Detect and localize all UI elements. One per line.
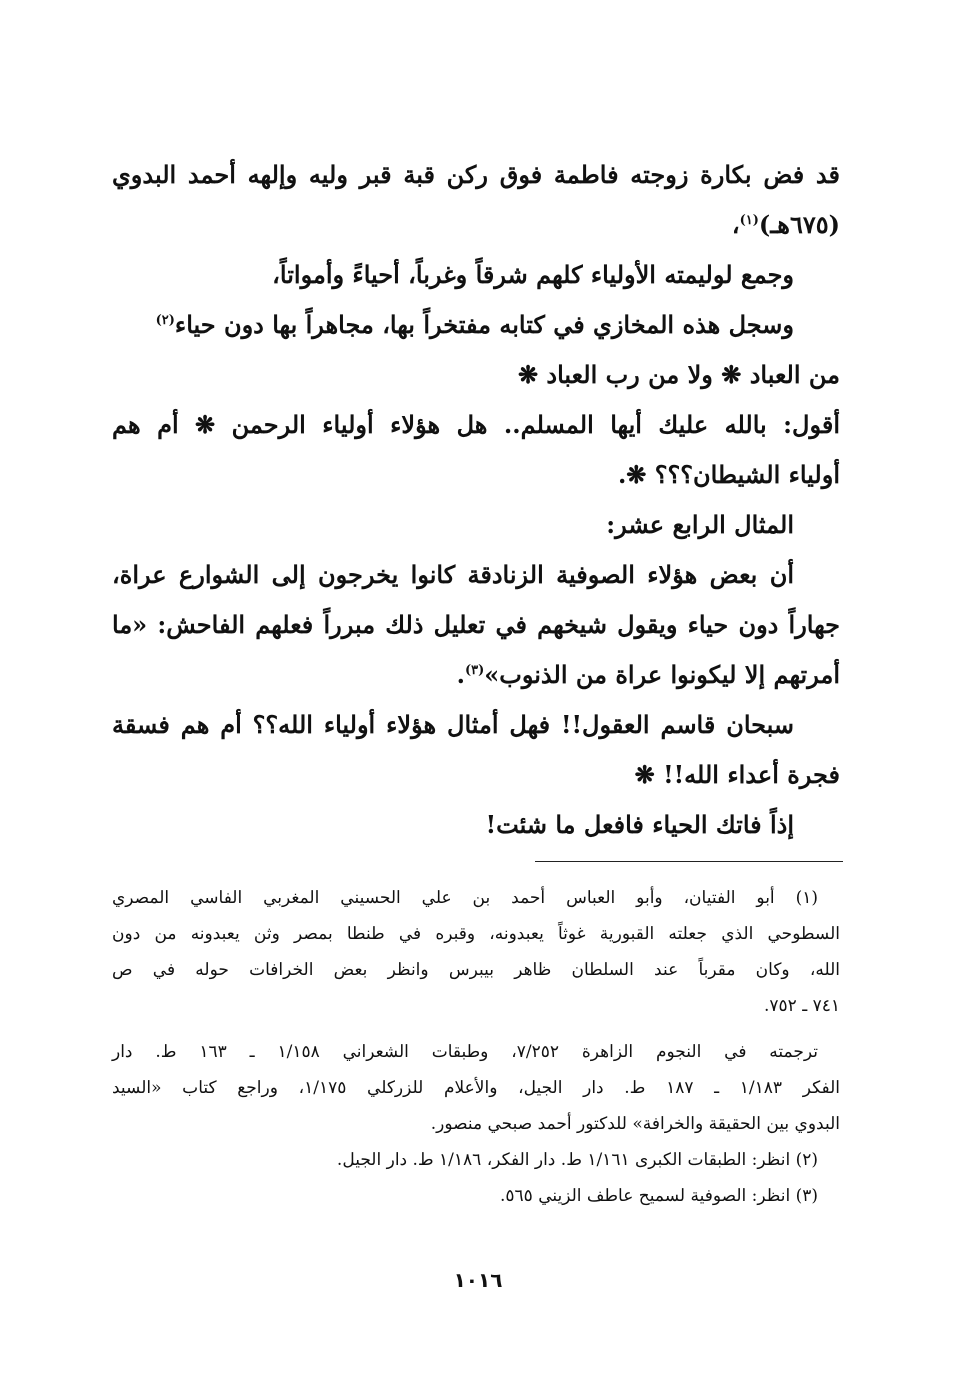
body-line-13: فجرة أعداء الله!! ❋ [634,760,840,789]
footnotes [112,880,840,1214]
footnote-3: (٣) انظر: الصوفية لسميح عاطف الزيني ٥٦٥. [500,1186,818,1206]
body-line-4 [112,300,840,350]
footnote-1-line-1: (١) أبو الفتيان، وأبو العباس أحمد بن علي الحسيني المغربي الفاسي المصري [112,888,818,908]
body-line-11-text: أمرتهم إلا ليكونوا عراة من الذنوب» [484,660,840,689]
body-line-5: من العباد ❋ ولا من رب العباد ❋ [517,360,840,389]
body-line-1: قد فض بكارة زوجته فاطمة فوق ركن قبة قبر وليه وإلهه أحمد البدوي [112,160,840,189]
footnote-1-line-4: ٧٤١ ـ ٧٥٢. [763,996,840,1016]
body-line-7: أولياء الشيطان؟؟؟ ❋. [617,460,840,489]
page-number: ١٠١٦ [453,1268,503,1292]
footnote-1-line-3: الله، وكان مقرباً عند السلطان ظاهر بيبرس وانظر بعض الخرافات حوله في ص [112,960,840,980]
footnote-1-cont-line-2: الفكر ١/١٨٣ ـ ١٨٧ ط. دار الجيل، والأعلام للزركلي ١/١٧٥، وراجع كتاب «السيد [112,1078,840,1098]
footnote-1-cont-line-1: ترجمته في النجوم الزاهرة ٧/٢٥٢، وطبقات الشعراني ١/١٥٨ ـ ١٦٣ ط. دار [112,1042,818,1062]
body-line-3: وجمع لوليمته الأولياء كلهم شرقاً وغرباً، أحياءً وأمواتاً، [272,260,794,289]
footnote-ref-1: (١) [739,213,759,228]
body-line-2-text: (٦٧٥هـ) [758,210,840,239]
body-line-10: جهاراً دون حياء ويقول شيخهم في تعليل ذلك مبرراً فعلهم الفاحش: «ما [112,610,840,639]
body-line-12: سبحان قاسم العقول!! فهل أمثال هؤلاء أولياء الله؟؟ أم هم فسقة [112,710,794,739]
main-body-text [112,150,840,850]
footnote-1-line-2: السطوحي الذي جعلته القبورية غوثاً يعبدونه، وقبره في طنطا بمصر وثن يعبدونه من دون [112,924,840,944]
body-line-14: إذاً فاتك الحياء فافعل ما شئت! [485,810,794,839]
footnote-ref-3: (٣) [464,663,485,678]
footnote-2: (٢) انظر: الطبقات الكبرى ١/١٦١ ط. دار الفكر، ١/١٨٦ ط. دار الجيل. [336,1150,818,1170]
body-line-9: أن بعض هؤلاء الصوفية الزنادقة كانوا يخرجون إلى الشوارع عراة، [112,560,794,589]
body-line-4-text: وسجل هذه المخازي في كتابه مفتخراً بها، مجاهراً بها دون حياء [174,310,794,339]
footnote-separator [535,861,843,862]
body-line-2 [112,200,840,250]
body-line-11-tail: . [456,660,465,689]
footnote-1-cont-line-3: البدوي بين الحقيقة والخرافة» للدكتور أحمد صبحي منصور. [430,1114,840,1134]
footnote-ref-2: (٢) [155,313,175,328]
section-heading: المثال الرابع عشر: [606,510,794,539]
body-line-11 [112,650,840,700]
body-line-6: أقول: بالله عليك أيها المسلم.. هل هؤلاء أولياء الرحمن ❋ أم هم [112,410,840,439]
body-line-2-tail: ، [731,210,740,239]
